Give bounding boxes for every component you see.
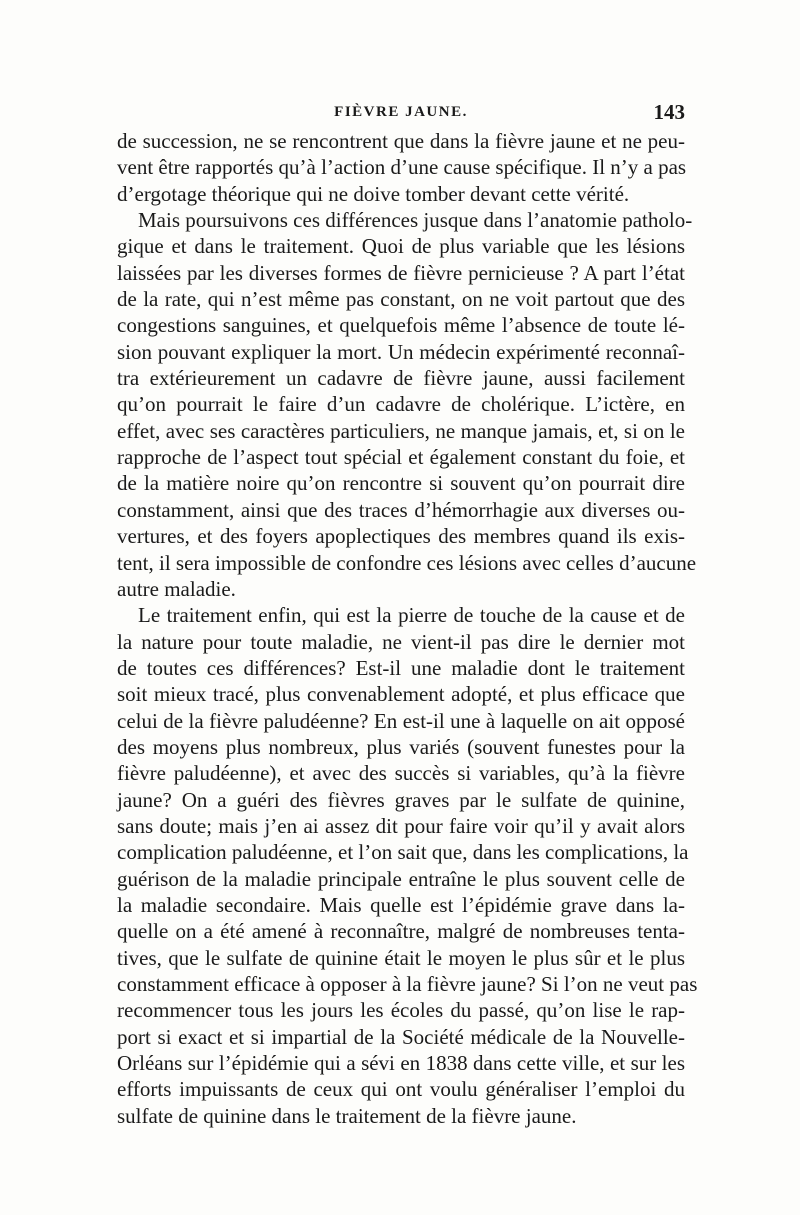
text-line: Orléans sur l’épidémie qui a sévi en 1838 dans cette ville, et sur les bbox=[117, 1051, 685, 1076]
text-line: laissées par les diverses formes de fièvre pernicieuse ? A part l’état bbox=[117, 260, 685, 285]
text-line: tent, il sera impossible de confondre ces lésions avec celles d’aucune bbox=[117, 550, 697, 575]
text-line: Le traitement enfin, qui est la pierre de touche de la cause et de bbox=[138, 603, 685, 628]
text-line: quelle on a été amené à reconnaître, malgré de nombreuses tenta- bbox=[117, 919, 685, 944]
text-line: tra extérieurement un cadavre de fièvre jaune, aussi facilement bbox=[117, 366, 685, 391]
page-number: 143 bbox=[653, 100, 685, 124]
text-line: rapproche de l’aspect tout spécial et également constant du foie, et bbox=[117, 445, 685, 470]
text-line: de toutes ces différences? Est-il une maladie dont le traitement bbox=[117, 655, 685, 680]
text-line: gique et dans le traitement. Quoi de plus variable que les lésions bbox=[117, 234, 685, 259]
text-line: de la rate, qui n’est même pas constant, on ne voit partout que des bbox=[117, 287, 685, 312]
text-line: complication paludéenne, et l’on sait que, dans les complications, la bbox=[117, 840, 689, 865]
text-line: vent être rapportés qu’à l’action d’une cause spécifique. Il n’y a pas bbox=[117, 155, 687, 180]
text-line: jaune? On a guéri des fièvres graves par le sulfate de quinine, bbox=[117, 787, 685, 812]
text-line: efforts impuissants de ceux qui ont voulu généraliser l’emploi du bbox=[117, 1077, 685, 1102]
text-line: sion pouvant expliquer la mort. Un médecin expérimenté reconnaî- bbox=[117, 339, 685, 364]
text-line: recommencer tous les jours les écoles du passé, qu’on lise le rap- bbox=[117, 998, 685, 1023]
text-line: Mais poursuivons ces différences jusque dans l’anatomie patholo- bbox=[138, 208, 693, 233]
text-line: des moyens plus nombreux, plus variés (souvent funestes pour la bbox=[117, 734, 685, 759]
text-line: vertures, et des foyers apoplectiques des membres quand ils exis- bbox=[117, 524, 685, 549]
text-line: tives, que le sulfate de quinine était le moyen le plus sûr et le plus bbox=[117, 945, 685, 970]
text-line: constamment efficace à opposer à la fièvre jaune? Si l’on ne veut pas bbox=[117, 972, 698, 996]
running-head bbox=[117, 100, 685, 130]
body-text bbox=[117, 128, 698, 1129]
paragraph-3 bbox=[117, 602, 698, 1129]
running-title: FIÈVRE JAUNE. bbox=[334, 104, 468, 120]
text-line: constamment, ainsi que des traces d’hémorrhagie aux diverses ou- bbox=[117, 497, 685, 522]
text-line: qu’on pourrait le faire d’un cadavre de cholérique. L’ictère, en bbox=[117, 392, 685, 417]
text-line: la nature pour toute maladie, ne vient-il pas dire le dernier mot bbox=[117, 629, 685, 654]
text-line: la maladie secondaire. Mais quelle est l’épidémie grave dans la- bbox=[117, 892, 685, 917]
text-line: celui de la fièvre paludéenne? En est-il une à laquelle on ait opposé bbox=[117, 708, 685, 733]
text-line: soit mieux tracé, plus convenablement adopté, et plus efficace que bbox=[117, 682, 685, 707]
text-line: d’ergotage théorique qui ne doive tomber devant cette vérité. bbox=[117, 181, 630, 206]
text-line: port si exact et si impartial de la Société médicale de la Nouvelle- bbox=[117, 1024, 685, 1049]
paragraph-2 bbox=[117, 207, 697, 602]
text-line: fièvre paludéenne), et avec des succès si variables, qu’à la fièvre bbox=[117, 761, 685, 786]
paragraph-1 bbox=[117, 128, 685, 207]
text-line: de la matière noire qu’on rencontre si souvent qu’on pourrait dire bbox=[117, 471, 685, 496]
text-line: sans doute; mais j’en ai assez dit pour faire voir qu’il y avait alors bbox=[117, 813, 685, 838]
text-line: de succession, ne se rencontrent que dans la fièvre jaune et ne peu- bbox=[117, 129, 685, 153]
text-line: guérison de la maladie principale entraîne le plus souvent celle de bbox=[117, 866, 685, 891]
text-line: effet, avec ses caractères particuliers, ne manque jamais, et, si on le bbox=[117, 418, 685, 443]
text-line: autre maladie. bbox=[117, 576, 236, 601]
text-line: congestions sanguines, et quelquefois même l’absence de toute lé- bbox=[117, 313, 685, 338]
text-line: sulfate de quinine dans le traitement de la fièvre jaune. bbox=[117, 1103, 577, 1128]
